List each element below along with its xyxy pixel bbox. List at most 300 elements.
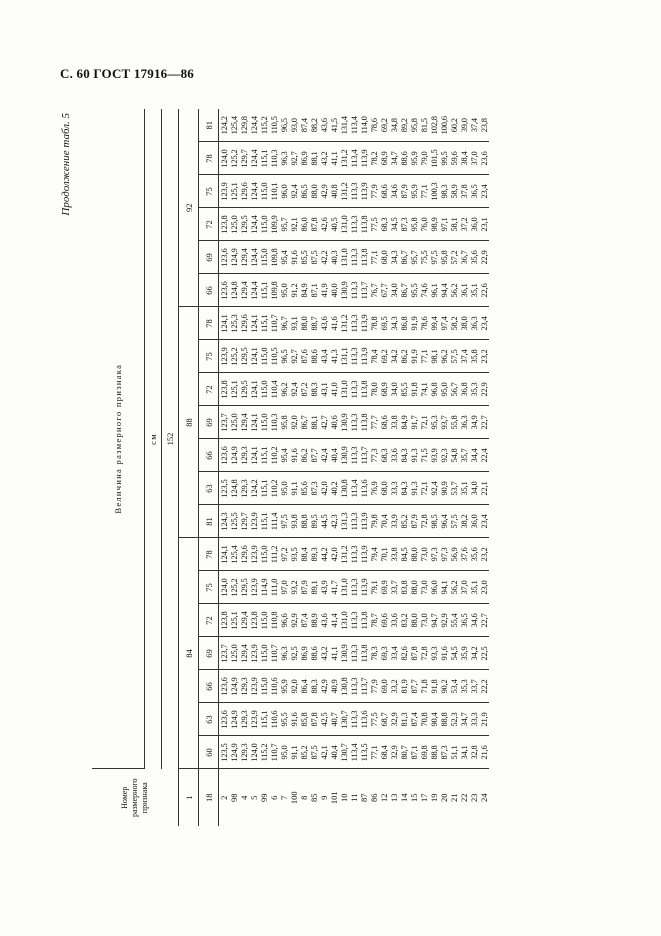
table-cell: 36,0	[469, 505, 479, 538]
table-cell: 129,6	[239, 307, 249, 340]
table-cell: 77,9	[369, 175, 379, 208]
subgroup-header: 84	[179, 538, 199, 769]
table-cell: 124,8	[229, 274, 239, 307]
table-cell: 110,5	[269, 109, 279, 142]
table-cell: 115,0	[259, 670, 269, 703]
table-cell: 40,7	[329, 703, 339, 736]
table-cell: 113,7	[359, 274, 369, 307]
table-cell: 123,8	[219, 373, 230, 406]
table-cell: 124,0	[219, 571, 230, 604]
table-cell: 34,2	[389, 340, 399, 373]
table-cell: 81,9	[399, 670, 409, 703]
table-cell: 42,0	[329, 538, 339, 571]
table-cell: 86,7	[299, 406, 309, 439]
table-cell: 55,4	[449, 604, 459, 637]
column-header: 69	[199, 406, 219, 439]
table-cell: 92,7	[289, 340, 299, 373]
table-cell: 43,9	[319, 571, 329, 604]
table-cell: 131,2	[339, 307, 349, 340]
table-cell: 113,3	[349, 637, 359, 670]
table-cell: 90,9	[439, 472, 449, 505]
table-cell: 92,3	[439, 439, 449, 472]
table-cell: 115,0	[259, 241, 269, 274]
table-cell: 100,3	[429, 175, 439, 208]
table-cell: 125,2	[229, 340, 239, 373]
feature-number: 22	[459, 793, 470, 802]
table-cell: 22,7	[479, 406, 489, 439]
table-cell: 110,8	[269, 604, 279, 637]
column-header: 78	[199, 538, 219, 571]
table-cell: 113,5	[359, 736, 369, 769]
table-cell: 92,0	[289, 406, 299, 439]
table-cell: 41,1	[329, 142, 339, 175]
table-cell: 115,2	[259, 109, 269, 142]
table-cell: 95,0	[279, 472, 289, 505]
table-cell: 77,9	[369, 670, 379, 703]
table-cell: 129,7	[239, 505, 249, 538]
table-cell: 123,7	[219, 406, 230, 439]
table-cell: 41,5	[329, 109, 339, 142]
table-cell: 34,0	[389, 274, 399, 307]
table-cell: 110,6	[269, 670, 279, 703]
table-cell: 115,0	[259, 175, 269, 208]
table-cell: 92,7	[289, 142, 299, 175]
table-cell: 102,8	[429, 109, 439, 142]
table-cell: 95,7	[409, 241, 419, 274]
table-cell: 43,2	[319, 142, 329, 175]
feature-number: 10	[339, 793, 350, 802]
table-cell: 69,8	[419, 736, 429, 769]
table-cell: 53,7	[449, 472, 459, 505]
table-cell: 113,3	[349, 373, 359, 406]
table-cell: 123,6	[219, 241, 230, 274]
table-cell: 77,7	[369, 406, 379, 439]
table-cell: 97,4	[439, 307, 449, 340]
table-cell: 129,6	[239, 175, 249, 208]
table-cell: 87,3	[309, 472, 319, 505]
table-cell: 96,2	[439, 340, 449, 373]
table-cell: 41,7	[329, 571, 339, 604]
table-row	[369, 109, 379, 826]
table-cell: 37,6	[459, 538, 469, 571]
table-cell: 87,5	[309, 241, 319, 274]
column-header: 75	[199, 571, 219, 604]
table-cell: 78,7	[369, 604, 379, 637]
table-cell: 41,3	[329, 340, 339, 373]
table-cell: 113,3	[349, 538, 359, 571]
table-cell: 41,1	[329, 637, 339, 670]
table-cell: 73,0	[419, 604, 429, 637]
table-cell: 131,3	[339, 505, 349, 538]
table-cell: 110,7	[269, 736, 279, 769]
table-cell: 125,2	[229, 142, 239, 175]
table-cell: 113,7	[359, 439, 369, 472]
table-cell: 113,8	[359, 208, 369, 241]
table-cell: 87,5	[309, 736, 319, 769]
table-cell: 73,0	[419, 538, 429, 571]
table-row	[429, 109, 439, 826]
feature-number: 20	[439, 793, 450, 802]
table-cell: 40,6	[329, 406, 339, 439]
table-cell: 109,8	[269, 241, 279, 274]
column-header: 81	[199, 109, 219, 142]
table-cell: 33,3	[389, 472, 399, 505]
table-cell: 87,7	[309, 439, 319, 472]
table-cell: 68,0	[379, 241, 389, 274]
table-cell: 115,2	[259, 736, 269, 769]
table-cell: 123,9	[249, 505, 259, 538]
table-cell: 34,0	[469, 472, 479, 505]
table-cell: 113,8	[359, 604, 369, 637]
table-cell: 124,4	[249, 142, 259, 175]
table-cell: 123,9	[249, 637, 259, 670]
table-cell: 68,6	[379, 406, 389, 439]
table-cell: 113,9	[359, 142, 369, 175]
table-cell: 89,1	[309, 571, 319, 604]
size-table	[92, 109, 489, 826]
feature-number: 24	[479, 793, 490, 802]
table-cell: 88,8	[429, 736, 439, 769]
table-cell: 44,2	[319, 538, 329, 571]
table-row	[459, 109, 469, 826]
table-cell: 110,6	[269, 703, 279, 736]
table-cell: 113,4	[349, 142, 359, 175]
table-row	[419, 109, 429, 826]
table-cell: 87,7	[409, 670, 419, 703]
table-cell: 86,8	[399, 307, 409, 340]
table-cell: 92,4	[289, 373, 299, 406]
table-cell: 124,4	[249, 241, 259, 274]
table-cell: 113,3	[349, 571, 359, 604]
table-cell: 124,9	[229, 736, 239, 769]
table-cell: 60,2	[449, 109, 459, 142]
table-cell: 41,9	[319, 274, 329, 307]
table-cell: 130,7	[339, 736, 349, 769]
table-cell: 22,2	[479, 670, 489, 703]
column-header: 63	[199, 703, 219, 736]
table-cell: 85,2	[299, 736, 309, 769]
table-cell: 76,9	[369, 472, 379, 505]
table-cell: 87,3	[439, 736, 449, 769]
table-cell: 129,5	[239, 373, 249, 406]
table-cell: 41,0	[329, 373, 339, 406]
table-cell: 124,4	[249, 109, 259, 142]
table-cell: 87,1	[409, 736, 419, 769]
table-cell: 37,0	[469, 142, 479, 175]
table-cell: 131,0	[339, 208, 349, 241]
table-cell: 42,2	[319, 241, 329, 274]
feature-number: 4	[239, 795, 250, 800]
table-cell: 113,3	[349, 340, 359, 373]
table-cell: 78,4	[369, 340, 379, 373]
table-cell: 93,2	[289, 571, 299, 604]
feature-number: 101	[329, 791, 340, 805]
feature-number: 11	[349, 793, 360, 802]
table-cell: 40,4	[329, 439, 339, 472]
table-cell: 123,8	[249, 604, 259, 637]
table-row	[439, 109, 449, 826]
table-cell: 123,9	[219, 175, 230, 208]
table-cell: 36,3	[469, 307, 479, 340]
table-row	[289, 109, 299, 826]
table-cell: 96,8	[429, 373, 439, 406]
table-cell: 123,5	[219, 472, 230, 505]
table-cell: 57,2	[449, 241, 459, 274]
table-row	[389, 109, 399, 826]
table-cell: 86,2	[299, 439, 309, 472]
table-cell: 115,0	[259, 604, 269, 637]
table-cell: 124,4	[249, 274, 259, 307]
table-cell: 89,2	[399, 109, 409, 142]
table-cell: 124,9	[229, 439, 239, 472]
table-cell: 96,5	[279, 340, 289, 373]
table-row	[329, 109, 339, 826]
table-cell: 23,4	[479, 505, 489, 538]
table-cell: 115,1	[259, 439, 269, 472]
table-cell: 33,4	[389, 637, 399, 670]
size-value-header: Величина размерного признака	[92, 109, 145, 769]
table-cell: 98,3	[439, 175, 449, 208]
table-cell: 84,5	[399, 538, 409, 571]
table-cell: 40,0	[329, 274, 339, 307]
table-cell: 68,6	[379, 175, 389, 208]
table-row	[339, 109, 349, 826]
column-header: 78	[199, 142, 219, 175]
table-cell: 124,1	[249, 307, 259, 340]
table-cell: 38,0	[459, 307, 469, 340]
table-cell: 123,6	[219, 439, 230, 472]
table-cell: 95,5	[279, 703, 289, 736]
table-cell: 113,3	[349, 274, 359, 307]
table-cell: 123,9	[249, 571, 259, 604]
table-cell: 88,0	[409, 538, 419, 571]
table-cell: 86,0	[299, 208, 309, 241]
table-cell: 81,5	[419, 109, 429, 142]
table-cell: 35,1	[469, 274, 479, 307]
table-cell: 77,1	[369, 736, 379, 769]
table-cell: 125,2	[229, 571, 239, 604]
table-cell: 115,1	[259, 274, 269, 307]
feature-number: 17	[419, 793, 430, 802]
table-cell: 129,8	[239, 109, 249, 142]
table-cell: 115,0	[259, 373, 269, 406]
table-cell: 36,3	[459, 406, 469, 439]
table-cell: 113,4	[349, 736, 359, 769]
table-cell: 87,9	[299, 571, 309, 604]
table-cell: 110,3	[269, 406, 279, 439]
table-cell: 57,5	[449, 340, 459, 373]
table-cell: 97,3	[429, 538, 439, 571]
table-cell: 97,3	[439, 538, 449, 571]
table-cell: 110,2	[269, 472, 279, 505]
table-cell: 80,7	[399, 736, 409, 769]
table-cell: 131,0	[339, 571, 349, 604]
table-cell: 113,3	[349, 439, 359, 472]
table-cell: 88,0	[309, 175, 319, 208]
table-cell: 79,0	[419, 142, 429, 175]
table-cell: 95,0	[439, 373, 449, 406]
table-row	[379, 109, 389, 826]
table-cell: 33,7	[389, 571, 399, 604]
table-cell: 93,9	[429, 439, 439, 472]
table-cell: 129,3	[239, 703, 249, 736]
feature-number: 15	[409, 793, 420, 802]
table-cell: 40,8	[329, 175, 339, 208]
table-cell: 91,8	[409, 373, 419, 406]
column-header: 66	[199, 439, 219, 472]
table-cell: 92,4	[429, 472, 439, 505]
table-cell: 96,3	[279, 637, 289, 670]
column-header: 78	[199, 307, 219, 340]
table-cell: 76,7	[369, 274, 379, 307]
continuation-label: Продолжение табл. 5	[60, 113, 72, 216]
table-cell: 97,1	[439, 208, 449, 241]
table-cell: 113,9	[359, 538, 369, 571]
table-cell: 95,9	[409, 142, 419, 175]
table-cell: 129,4	[239, 637, 249, 670]
table-cell: 95,9	[279, 670, 289, 703]
table-cell: 23,6	[479, 142, 489, 175]
table-cell: 90,4	[429, 703, 439, 736]
table-cell: 130,9	[339, 439, 349, 472]
table-cell: 35,6	[469, 538, 479, 571]
table-cell: 74,1	[419, 373, 429, 406]
table-cell: 124,1	[219, 538, 230, 571]
table-cell: 96,0	[429, 571, 439, 604]
page-header: С. 60 ГОСТ 17916—86	[60, 66, 194, 81]
table-cell: 95,5	[409, 274, 419, 307]
table-cell: 91,9	[409, 307, 419, 340]
table-cell: 93,1	[289, 307, 299, 340]
table-cell: 96,6	[279, 604, 289, 637]
table-cell: 113,6	[359, 703, 369, 736]
table-cell: 124,1	[219, 307, 230, 340]
feature-number: 8	[299, 795, 310, 800]
table-cell: 22,4	[479, 439, 489, 472]
table-cell: 33,3	[469, 703, 479, 736]
table-cell: 22,7	[479, 604, 489, 637]
table-cell: 32,9	[389, 703, 399, 736]
table-cell: 92,1	[289, 208, 299, 241]
table-cell: 123,9	[219, 340, 230, 373]
table-cell: 125,0	[229, 637, 239, 670]
table-cell: 56,2	[449, 571, 459, 604]
table-cell: 113,3	[349, 406, 359, 439]
table-cell: 123,9	[249, 670, 259, 703]
table-cell: 70,4	[379, 505, 389, 538]
feature-number: 98	[229, 793, 240, 802]
column-header: 60	[199, 736, 219, 769]
column-header: 75	[199, 340, 219, 373]
table-cell: 93,8	[289, 505, 299, 538]
table-cell: 43,1	[319, 373, 329, 406]
column-header: 63	[199, 472, 219, 505]
table-cell: 96,4	[439, 505, 449, 538]
table-cell: 77,5	[369, 703, 379, 736]
feature-number: 100	[289, 791, 300, 805]
table-cell: 91,7	[409, 406, 419, 439]
table-cell: 86,9	[299, 637, 309, 670]
table-cell: 37,0	[459, 571, 469, 604]
table-cell: 68,9	[379, 373, 389, 406]
table-cell: 34,7	[389, 142, 399, 175]
group-header-152: 152	[162, 109, 179, 769]
table-cell: 129,4	[239, 406, 249, 439]
table-cell: 34,3	[389, 307, 399, 340]
table-cell: 115,1	[259, 307, 269, 340]
table-cell: 124,2	[219, 109, 230, 142]
table-cell: 58,1	[449, 208, 459, 241]
table-cell: 34,4	[469, 439, 479, 472]
table-cell: 23,2	[479, 340, 489, 373]
table-cell: 75,5	[419, 241, 429, 274]
table-cell: 95,9	[409, 175, 419, 208]
table-row	[229, 109, 239, 826]
table-cell: 99,5	[439, 142, 449, 175]
table-cell: 43,4	[319, 340, 329, 373]
table-cell: 34,8	[389, 109, 399, 142]
table-cell: 33,6	[389, 604, 399, 637]
table-row	[309, 109, 319, 826]
feature-number: 19	[429, 793, 440, 802]
table-cell: 42,3	[329, 505, 339, 538]
table-cell: 93,0	[289, 109, 299, 142]
feature-number: 9	[319, 795, 330, 800]
feature-header-line: размерного	[130, 778, 139, 818]
table-cell: 113,3	[349, 703, 359, 736]
table-cell: 89,3	[309, 538, 319, 571]
table-cell: 79,4	[369, 538, 379, 571]
table-cell: 129,3	[239, 736, 249, 769]
table-cell: 111,0	[269, 571, 279, 604]
table-cell: 51,1	[449, 736, 459, 769]
table-cell: 95,3	[429, 406, 439, 439]
table-cell: 131,0	[339, 373, 349, 406]
table-cell: 84,3	[399, 439, 409, 472]
table-cell: 41,4	[329, 604, 339, 637]
table-cell: 34,1	[459, 736, 469, 769]
table-cell: 123,8	[219, 208, 230, 241]
table-cell: 91,8	[429, 670, 439, 703]
table-cell: 22,5	[479, 637, 489, 670]
table-cell: 22,1	[479, 472, 489, 505]
table-cell: 36,1	[459, 274, 469, 307]
table-cell: 42,0	[319, 472, 329, 505]
table-cell: 99,4	[429, 307, 439, 340]
table-cell: 85,5	[399, 373, 409, 406]
feature-number: 87	[359, 793, 370, 802]
table-cell: 87,4	[299, 109, 309, 142]
table-cell: 115,0	[259, 406, 269, 439]
table-cell: 100,6	[439, 109, 449, 142]
table-cell: 125,3	[229, 307, 239, 340]
table-cell: 34,7	[459, 703, 469, 736]
table-cell: 98,1	[429, 340, 439, 373]
table-cell: 113,7	[359, 670, 369, 703]
table-row	[259, 109, 269, 826]
table-cell: 58,9	[449, 175, 459, 208]
table-cell: 88,3	[309, 373, 319, 406]
table-cell: 115,1	[259, 472, 269, 505]
table-cell: 113,8	[359, 241, 369, 274]
table-cell: 124,1	[249, 373, 259, 406]
table-cell: 129,6	[239, 538, 249, 571]
table-cell: 110,2	[269, 439, 279, 472]
column-header: 72	[199, 373, 219, 406]
column-header: 69	[199, 637, 219, 670]
table-cell: 42,6	[319, 208, 329, 241]
table-cell: 78,6	[369, 109, 379, 142]
